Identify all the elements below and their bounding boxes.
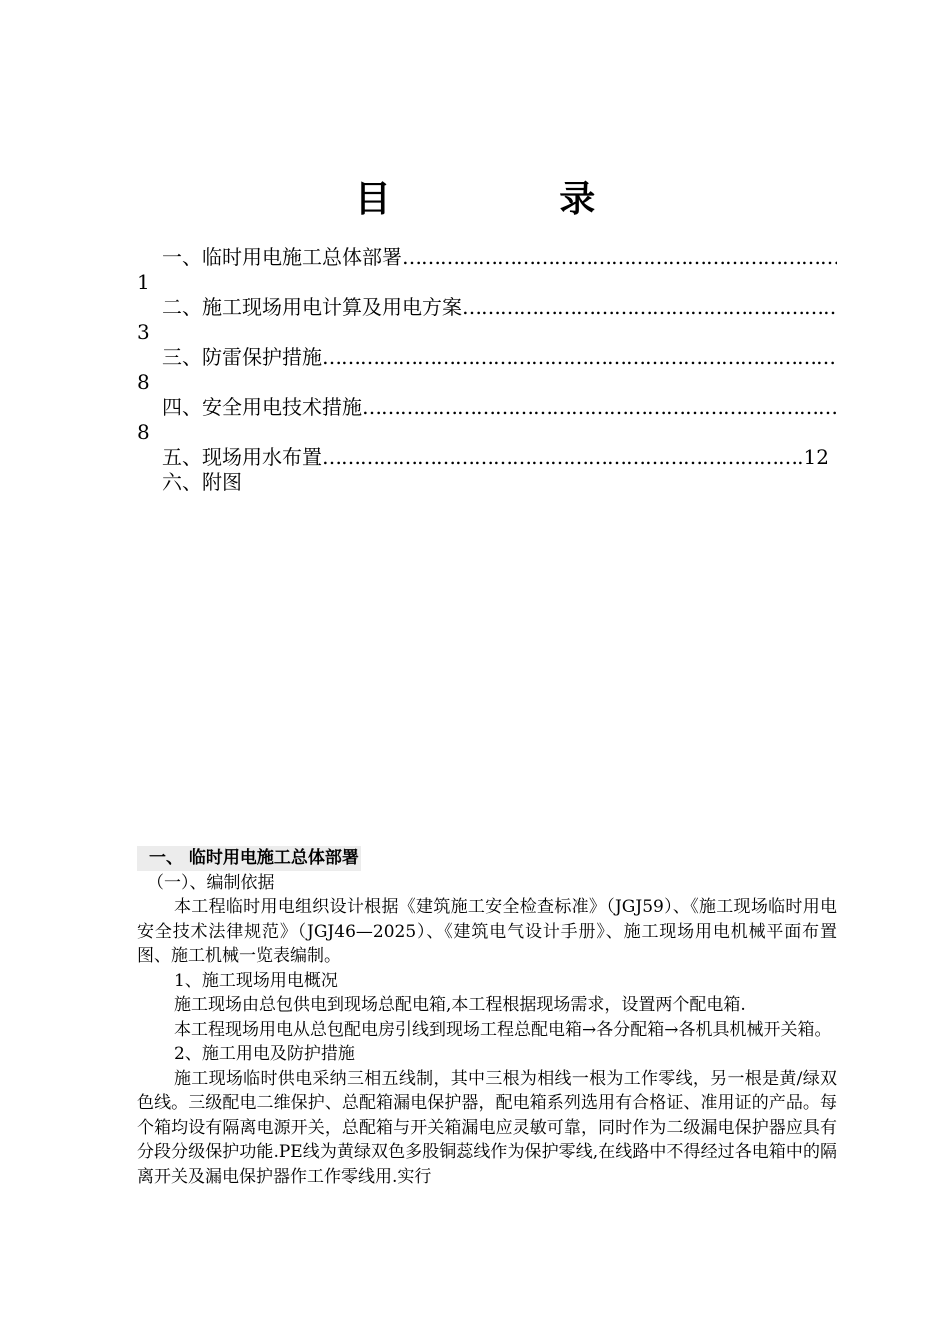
toc-entry-page: 12: [803, 445, 829, 469]
toc-entry-label: 六、附图: [162, 470, 242, 494]
toc-entry-page: 3: [137, 320, 150, 344]
toc-dot-leader: [322, 445, 802, 470]
toc-dot-leader: [462, 295, 837, 320]
toc-entry-label: 三、防雷保护措施: [162, 345, 322, 369]
toc-entry-page: 1: [137, 270, 150, 294]
table-of-contents: [137, 245, 837, 495]
toc-entry-3[interactable]: [137, 345, 837, 395]
toc-entry-label: 四、安全用电技术措施: [162, 395, 362, 419]
paragraph: 本工程现场用电从总包配电房引线到现场工程总配电箱→各分配箱→各机具机械开关箱。: [174, 1019, 832, 1040]
toc-entry-page: 8: [137, 370, 150, 394]
toc-title: 目 录: [354, 179, 674, 220]
toc-entry-label: 二、施工现场用电计算及用电方案: [162, 295, 462, 319]
list-item: 2、施工用电及防护措施: [174, 1044, 355, 1064]
section-general-deployment: [137, 846, 837, 1189]
toc-dot-leader: [322, 345, 837, 370]
toc-entry-5[interactable]: [137, 445, 837, 470]
toc-entry-6[interactable]: [137, 470, 837, 495]
section-heading: 一、 临时用电施工总体部署: [137, 846, 361, 871]
paragraph: 施工现场临时供电采纳三相五线制，其中三根为相线一根为工作零线，另一根是黄/绿双色线。三级配电二维保护、总配箱漏电保护器，配电箱系列选用有合格证、准用证的产品。每个箱均设有隔离电源开关，总配箱与开关箱漏电应灵敏可靠，同时作为二级漏电保护器应具有分段分级保护功能.PE线为黄绿双色多股铜蕊线作为保护零线,在线路中不得经过各电箱中的隔离开关及漏电保护器作工作零线用.实行: [137, 1068, 837, 1187]
toc-entry-label: 一、临时用电施工总体部署: [162, 245, 402, 269]
toc-entry-4[interactable]: [137, 395, 837, 445]
toc-entry-2[interactable]: [137, 295, 837, 345]
sub-heading: （一）、编制依据: [147, 872, 275, 893]
toc-entry-1[interactable]: [137, 245, 837, 295]
paragraph: 施工现场由总包供电到现场总配电箱,本工程根据现场需求，设置两个配电箱.: [174, 995, 746, 1015]
toc-entry-label: 五、现场用水布置: [162, 445, 322, 469]
toc-entry-page: 8: [137, 420, 150, 444]
paragraph: 本工程临时用电组织设计根据《建筑施工安全检查标准》（JGJ59）、《施工现场临时用电安全技术法律规范》（JGJ46—2025）、《建筑电气设计手册》、施工现场用电机械平面布置图、施工机械一览表编制。: [137, 897, 837, 966]
list-item: 1、施工现场用电概况: [174, 970, 338, 991]
toc-dot-leader: [362, 395, 837, 420]
toc-dot-leader: [402, 245, 837, 270]
